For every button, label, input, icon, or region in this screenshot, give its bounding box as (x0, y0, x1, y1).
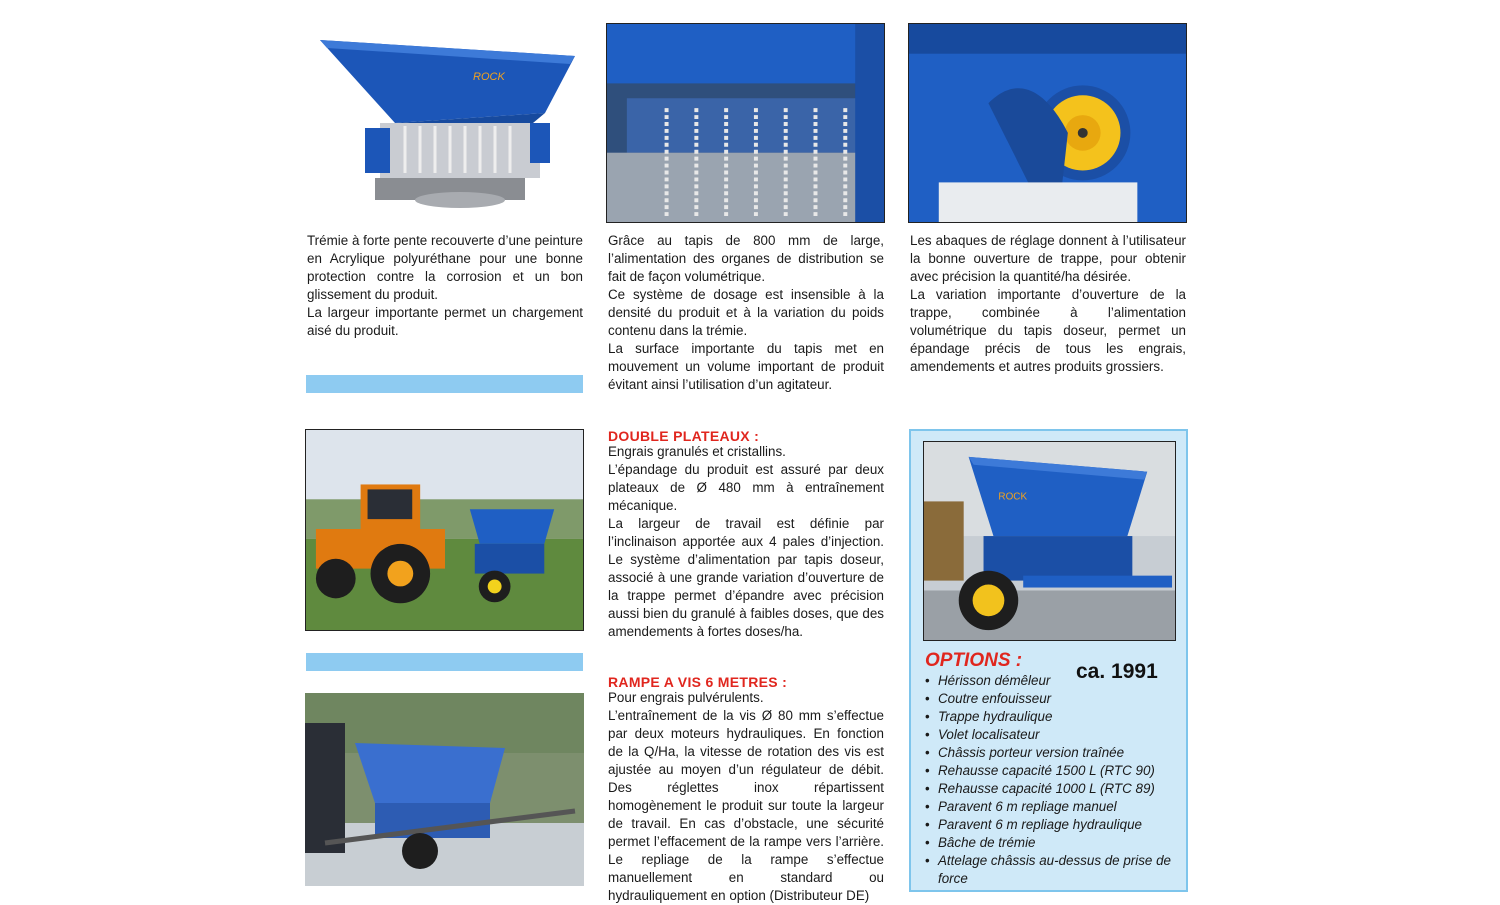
double-plateaux-section (608, 429, 884, 641)
abaque-dial-photo (908, 23, 1187, 223)
list-item: • Attelage châssis au-dessus de prise de force (925, 852, 1180, 888)
list-item: • Paravent 6 m repliage manuel (925, 798, 1180, 816)
list-item: • Châssis porteur version traînée (925, 744, 1180, 762)
double-plateaux-p3: La largeur de travail est définie par l’inclinaison apportée aux 4 pales d’injection. Le système d’alimentation par tapis doseur, associé à une grande variation d’ouverture de la trappe permet d’épandre avec précision aussi bien du granulé à faibles doses, que des amendements à fortes doses/ha. (608, 516, 884, 639)
abaques-caption-p2: La variation importante d’ouverture de la trappe, combinée à l’alimentation volumétrique du tapis doseur, permet un épandage précis de tous les engrais, amendements et autres produits grossiers. (910, 287, 1186, 374)
belt-caption-p3: La surface importante du tapis met en mouvement un volume important de produit évitant ainsi l’utilisation d’un agitateur. (608, 341, 884, 392)
list-item: • Paravent 6 m repliage hydraulique (925, 816, 1180, 834)
hopper-caption-p1: Trémie à forte pente recouverte d’une peinture en Acrylique polyuréthane pour une bonne protection contre la corrosion et un bon glissement du produit. (307, 233, 583, 302)
abaques-caption (910, 232, 1186, 376)
double-plateaux-p1: Engrais granulés et cristallins. (608, 444, 786, 459)
rampe-p2: L’entraînement de la vis Ø 80 mm s’effectue par deux moteurs hydrauliques. En fonction de la Q/Ha, la vitesse de rotation des vis est ajustée au moyen d’un régulateur de débit. Des réglettes inox répartissent homogènement le produit sur toute la largeur de travail. En cas d’obstacle, une sécurité permet l’effacement de la rampe vers l’arrière. Le repliage de la rampe s’effectue manuellement en standard ou hydrauliquement en option (Distributeur DE) (608, 708, 884, 903)
divider-bar-top (306, 375, 583, 393)
belt-chains-photo (606, 23, 885, 223)
list-item: • Volet localisateur (925, 726, 1180, 744)
tractor-photo (305, 429, 584, 631)
hopper-photo (305, 28, 583, 218)
list-item: • Bâche de trémie (925, 834, 1180, 852)
rock-logo-small: ROCK (998, 491, 1028, 503)
year-label: ca. 1991 (1076, 660, 1158, 683)
list-item: • Hérisson démêleur (925, 672, 1180, 690)
double-plateaux-heading: DOUBLE PLATEAUX : (608, 428, 760, 444)
belt-caption (608, 232, 884, 394)
rampe-section (608, 675, 884, 905)
divider-bar-middle (306, 653, 583, 671)
list-item: • Trappe hydraulique (925, 708, 1180, 726)
list-item: • Coutre enfouisseur (925, 690, 1180, 708)
double-plateaux-p2: L’épandage du produit est assuré par deux plateaux de Ø 480 mm à entraînement mécanique. (608, 462, 884, 513)
rampe-heading: RAMPE A VIS 6 METRES : (608, 674, 788, 690)
trailed-spreader-photo (923, 441, 1176, 641)
screw-boom-photo (305, 693, 584, 886)
abaques-caption-p1: Les abaques de réglage donnent à l’utilisateur la bonne ouverture de trappe, pour obtenir avec précision la quantité/ha désirée. (910, 233, 1186, 284)
options-title: OPTIONS : (925, 650, 1023, 671)
list-item: • Rehausse capacité 1000 L (RTC 89) (925, 780, 1180, 798)
rock-logo: ROCK (473, 71, 505, 83)
rampe-p1: Pour engrais pulvérulents. (608, 690, 764, 705)
options-list (925, 672, 1180, 888)
list-item: • Rehausse capacité 1500 L (RTC 90) (925, 762, 1180, 780)
belt-caption-p2: Ce système de dosage est insensible à la densité du produit et à la variation du poids contenu dans la trémie. (608, 287, 884, 338)
hopper-caption (307, 232, 583, 340)
hopper-caption-p2: La largeur importante permet un chargement aisé du produit. (307, 305, 583, 338)
belt-caption-p1: Grâce au tapis de 800 mm de large, l’alimentation des organes de distribution se fait de façon volumétrique. (608, 233, 884, 284)
